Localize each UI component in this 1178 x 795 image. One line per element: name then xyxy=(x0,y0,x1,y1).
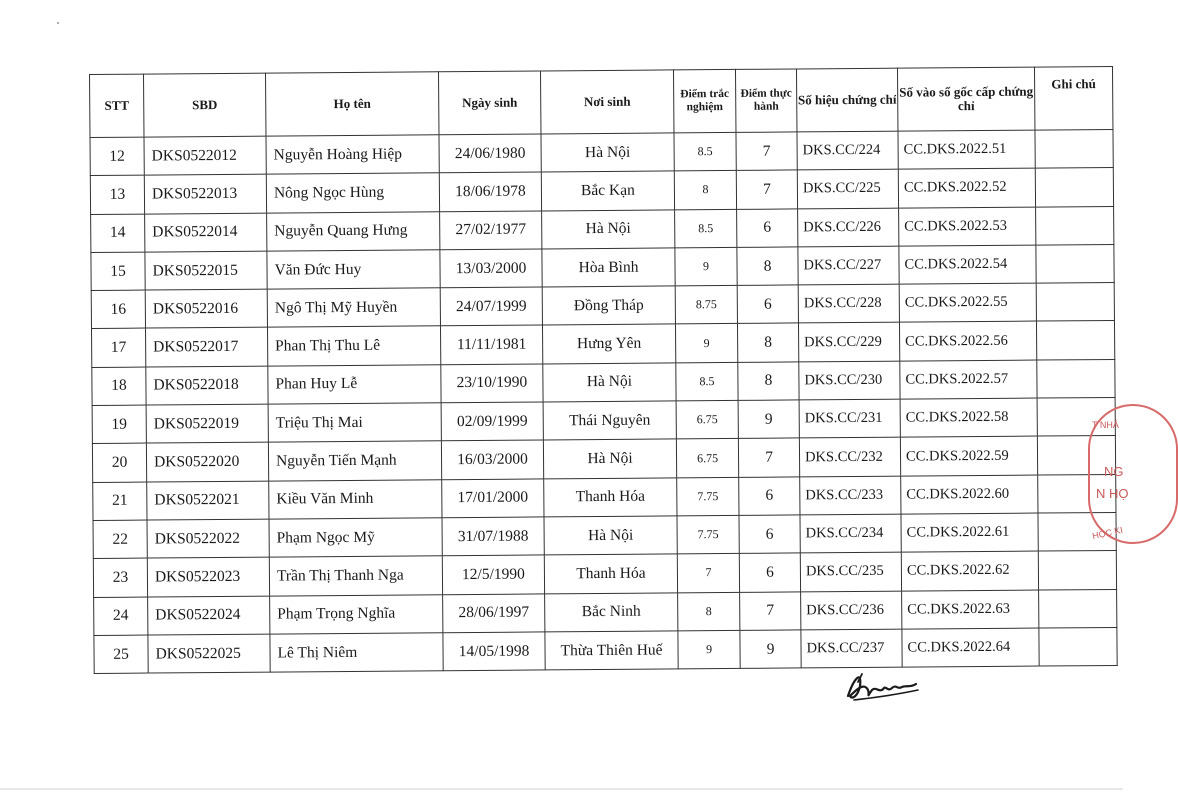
cell-name: Lê Thị Niêm xyxy=(270,633,443,673)
cell-pob: Thừa Thiên Huế xyxy=(545,631,678,670)
seal-text-4: HỌC KI xyxy=(1091,524,1124,542)
cell-mcq-score: 6.75 xyxy=(676,439,738,478)
cell-dob: 17/01/2000 xyxy=(442,479,544,518)
cell-stt: 25 xyxy=(94,635,148,674)
header-mcq-score: Điểm trắc nghiệm xyxy=(673,69,735,132)
cell-note xyxy=(1035,129,1113,168)
cell-stt: 12 xyxy=(90,137,144,176)
handwritten-signature xyxy=(840,660,930,710)
cell-cert-number: DKS.CC/237 xyxy=(801,629,902,668)
cell-mcq-score: 8.5 xyxy=(675,209,737,248)
cell-name: Nguyễn Quang Hưng xyxy=(267,211,440,251)
cell-name: Trần Thị Thanh Nga xyxy=(269,556,442,596)
cell-mcq-score: 8.5 xyxy=(676,362,738,401)
cell-stt: 22 xyxy=(93,520,147,559)
cell-stt: 14 xyxy=(91,214,145,253)
cell-pob: Hà Nội xyxy=(542,209,675,248)
cell-name: Phạm Ngọc Mỹ xyxy=(269,518,442,558)
cell-note xyxy=(1035,168,1113,207)
header-practice-score: Điểm thực hành xyxy=(735,69,796,132)
cell-sbd: DKS0522025 xyxy=(148,634,270,673)
cell-dob: 02/09/1999 xyxy=(441,402,543,441)
cell-practice-score: 9 xyxy=(740,630,801,669)
cell-pob: Thanh Hóa xyxy=(544,478,677,517)
cell-practice-score: 6 xyxy=(737,285,798,324)
cell-book-number: CC.DKS.2022.55 xyxy=(899,283,1036,322)
table-body xyxy=(90,129,1117,673)
cell-dob: 23/10/1990 xyxy=(441,364,543,403)
seal-text-1: T NHÂ xyxy=(1092,420,1119,430)
seal-text-2: NG xyxy=(1104,464,1124,479)
cell-dob: 14/05/1998 xyxy=(443,632,545,671)
cell-practice-score: 8 xyxy=(738,362,799,401)
cell-book-number: CC.DKS.2022.54 xyxy=(899,245,1036,284)
cell-sbd: DKS0522022 xyxy=(147,519,269,558)
header-dob: Ngày sinh xyxy=(438,71,540,135)
cell-name: Nguyễn Tiến Mạnh xyxy=(268,441,441,481)
cell-cert-number: DKS.CC/229 xyxy=(798,323,899,362)
cell-practice-score: 6 xyxy=(739,553,800,592)
cell-cert-number: DKS.CC/228 xyxy=(798,284,899,323)
cell-pob: Bắc Ninh xyxy=(545,592,678,631)
cell-book-number: CC.DKS.2022.63 xyxy=(902,590,1039,629)
cell-pob: Thanh Hóa xyxy=(544,554,677,593)
cell-stt: 15 xyxy=(91,252,145,291)
cell-dob: 24/07/1999 xyxy=(440,287,542,326)
cell-practice-score: 8 xyxy=(737,323,798,362)
cell-cert-number: DKS.CC/224 xyxy=(797,131,898,170)
cell-mcq-score: 8.75 xyxy=(675,286,737,325)
cell-practice-score: 7 xyxy=(740,591,801,630)
cell-stt: 18 xyxy=(92,367,146,406)
cell-name: Phan Huy Lễ xyxy=(268,365,441,405)
cell-mcq-score: 9 xyxy=(675,247,737,286)
header-pob: Nơi sinh xyxy=(540,70,673,134)
cell-dob: 18/06/1978 xyxy=(439,172,541,211)
cell-stt: 20 xyxy=(92,443,146,482)
cell-sbd: DKS0522018 xyxy=(146,366,268,405)
cell-practice-score: 8 xyxy=(737,247,798,286)
cell-note xyxy=(1039,589,1117,628)
cell-pob: Hòa Bình xyxy=(542,248,675,287)
cell-name: Nông Ngọc Hùng xyxy=(266,173,439,213)
cell-note xyxy=(1036,206,1114,245)
cell-mcq-score: 7.75 xyxy=(677,477,739,516)
cell-mcq-score: 8.5 xyxy=(674,132,736,171)
cell-book-number: CC.DKS.2022.56 xyxy=(899,322,1036,361)
cell-stt: 24 xyxy=(94,597,148,636)
cell-practice-score: 6 xyxy=(737,209,798,248)
cell-mcq-score: 6.75 xyxy=(676,400,738,439)
cell-dob: 24/06/1980 xyxy=(439,134,541,173)
seal-text-3: N HỌ xyxy=(1096,486,1129,501)
cell-pob: Hà Nội xyxy=(544,516,677,555)
cell-sbd: DKS0522021 xyxy=(147,481,269,520)
cell-pob: Bắc Kạn xyxy=(541,171,674,210)
cell-note xyxy=(1038,551,1116,590)
cell-sbd: DKS0522019 xyxy=(146,404,268,443)
table-row xyxy=(94,627,1117,673)
cell-book-number: CC.DKS.2022.51 xyxy=(898,130,1035,169)
cell-note xyxy=(1036,244,1114,283)
cell-dob: 27/02/1977 xyxy=(440,211,542,250)
cell-name: Ngô Thị Mỹ Huyền xyxy=(267,288,440,328)
header-note: Ghi chú xyxy=(1034,66,1112,130)
cell-note xyxy=(1036,321,1114,360)
cell-dob: 16/03/2000 xyxy=(441,440,543,479)
cell-name: Kiều Văn Minh xyxy=(269,479,442,519)
cell-mcq-score: 7 xyxy=(677,554,739,593)
cell-cert-number: DKS.CC/231 xyxy=(799,399,900,438)
cell-stt: 17 xyxy=(92,329,146,368)
results-table-container xyxy=(89,66,1117,674)
results-table xyxy=(89,66,1118,674)
cell-stt: 21 xyxy=(93,482,147,521)
header-sbd: SBD xyxy=(144,73,266,137)
cell-book-number: CC.DKS.2022.57 xyxy=(900,360,1037,399)
cell-sbd: DKS0522023 xyxy=(147,557,269,596)
cell-sbd: DKS0522012 xyxy=(144,136,266,175)
cell-note xyxy=(1036,283,1114,322)
cell-book-number: CC.DKS.2022.61 xyxy=(901,513,1038,552)
cell-sbd: DKS0522024 xyxy=(148,596,270,635)
cell-book-number: CC.DKS.2022.60 xyxy=(901,475,1038,514)
cell-pob: Thái Nguyên xyxy=(543,401,676,440)
cell-dob: 28/06/1997 xyxy=(443,594,545,633)
cell-pob: Hà Nội xyxy=(543,363,676,402)
cell-stt: 16 xyxy=(91,290,145,329)
cell-sbd: DKS0522014 xyxy=(145,213,267,252)
cell-practice-score: 9 xyxy=(738,400,799,439)
cell-dob: 31/07/1988 xyxy=(442,517,544,556)
cell-name: Phan Thị Thu Lê xyxy=(267,326,440,366)
cell-mcq-score: 7.75 xyxy=(677,515,739,554)
cell-mcq-score: 9 xyxy=(675,324,737,363)
cell-practice-score: 7 xyxy=(736,132,797,171)
cell-book-number: CC.DKS.2022.64 xyxy=(902,628,1039,667)
cell-dob: 12/5/1990 xyxy=(442,555,544,594)
header-stt: STT xyxy=(90,74,144,137)
cell-sbd: DKS0522015 xyxy=(145,251,267,290)
page-mark xyxy=(57,22,59,24)
cell-cert-number: DKS.CC/235 xyxy=(800,552,901,591)
cell-book-number: CC.DKS.2022.53 xyxy=(899,207,1036,246)
red-seal-stamp xyxy=(1088,404,1178,544)
cell-book-number: CC.DKS.2022.58 xyxy=(900,398,1037,437)
cell-dob: 11/11/1981 xyxy=(440,325,542,364)
cell-practice-score: 7 xyxy=(736,170,797,209)
cell-sbd: DKS0522013 xyxy=(144,174,266,213)
cell-practice-score: 6 xyxy=(739,477,800,516)
cell-name: Triệu Thị Mai xyxy=(268,403,441,443)
cell-name: Nguyễn Hoàng Hiệp xyxy=(266,135,439,175)
cell-book-number: CC.DKS.2022.62 xyxy=(901,551,1038,590)
cell-cert-number: DKS.CC/234 xyxy=(800,514,901,553)
cell-pob: Đồng Tháp xyxy=(542,286,675,325)
cell-cert-number: DKS.CC/230 xyxy=(799,361,900,400)
cell-cert-number: DKS.CC/232 xyxy=(799,438,900,477)
table-header-row xyxy=(90,66,1113,137)
cell-cert-number: DKS.CC/236 xyxy=(801,591,902,630)
cell-mcq-score: 8 xyxy=(678,592,740,631)
cell-sbd: DKS0522016 xyxy=(145,289,267,328)
cell-mcq-score: 9 xyxy=(678,630,740,669)
cell-stt: 23 xyxy=(93,558,147,597)
header-cert-number: Số hiệu chứng chỉ xyxy=(796,68,897,132)
cell-cert-number: DKS.CC/226 xyxy=(798,208,899,247)
cell-pob: Hà Nội xyxy=(541,133,674,172)
cell-practice-score: 6 xyxy=(739,515,800,554)
cell-pob: Hà Nội xyxy=(543,439,676,478)
header-name: Họ tên xyxy=(265,72,438,136)
cell-book-number: CC.DKS.2022.59 xyxy=(900,436,1037,475)
cell-cert-number: DKS.CC/227 xyxy=(798,246,899,285)
cell-stt: 13 xyxy=(90,175,144,214)
header-book-number: Số vào sổ gốc cấp chứng chỉ xyxy=(897,67,1034,131)
cell-dob: 13/03/2000 xyxy=(440,249,542,288)
cell-note xyxy=(1037,359,1115,398)
cell-sbd: DKS0522020 xyxy=(146,442,268,481)
cell-mcq-score: 8 xyxy=(674,171,736,210)
cell-cert-number: DKS.CC/225 xyxy=(797,169,898,208)
cell-pob: Hưng Yên xyxy=(542,324,675,363)
cell-name: Phạm Trọng Nghĩa xyxy=(270,594,443,634)
cell-name: Văn Đức Huy xyxy=(267,250,440,290)
cell-practice-score: 7 xyxy=(738,438,799,477)
cell-note xyxy=(1039,627,1117,666)
cell-stt: 19 xyxy=(92,405,146,444)
cell-cert-number: DKS.CC/233 xyxy=(800,476,901,515)
cell-book-number: CC.DKS.2022.52 xyxy=(898,168,1035,207)
scan-edge-line xyxy=(0,788,1123,790)
cell-sbd: DKS0522017 xyxy=(146,328,268,367)
